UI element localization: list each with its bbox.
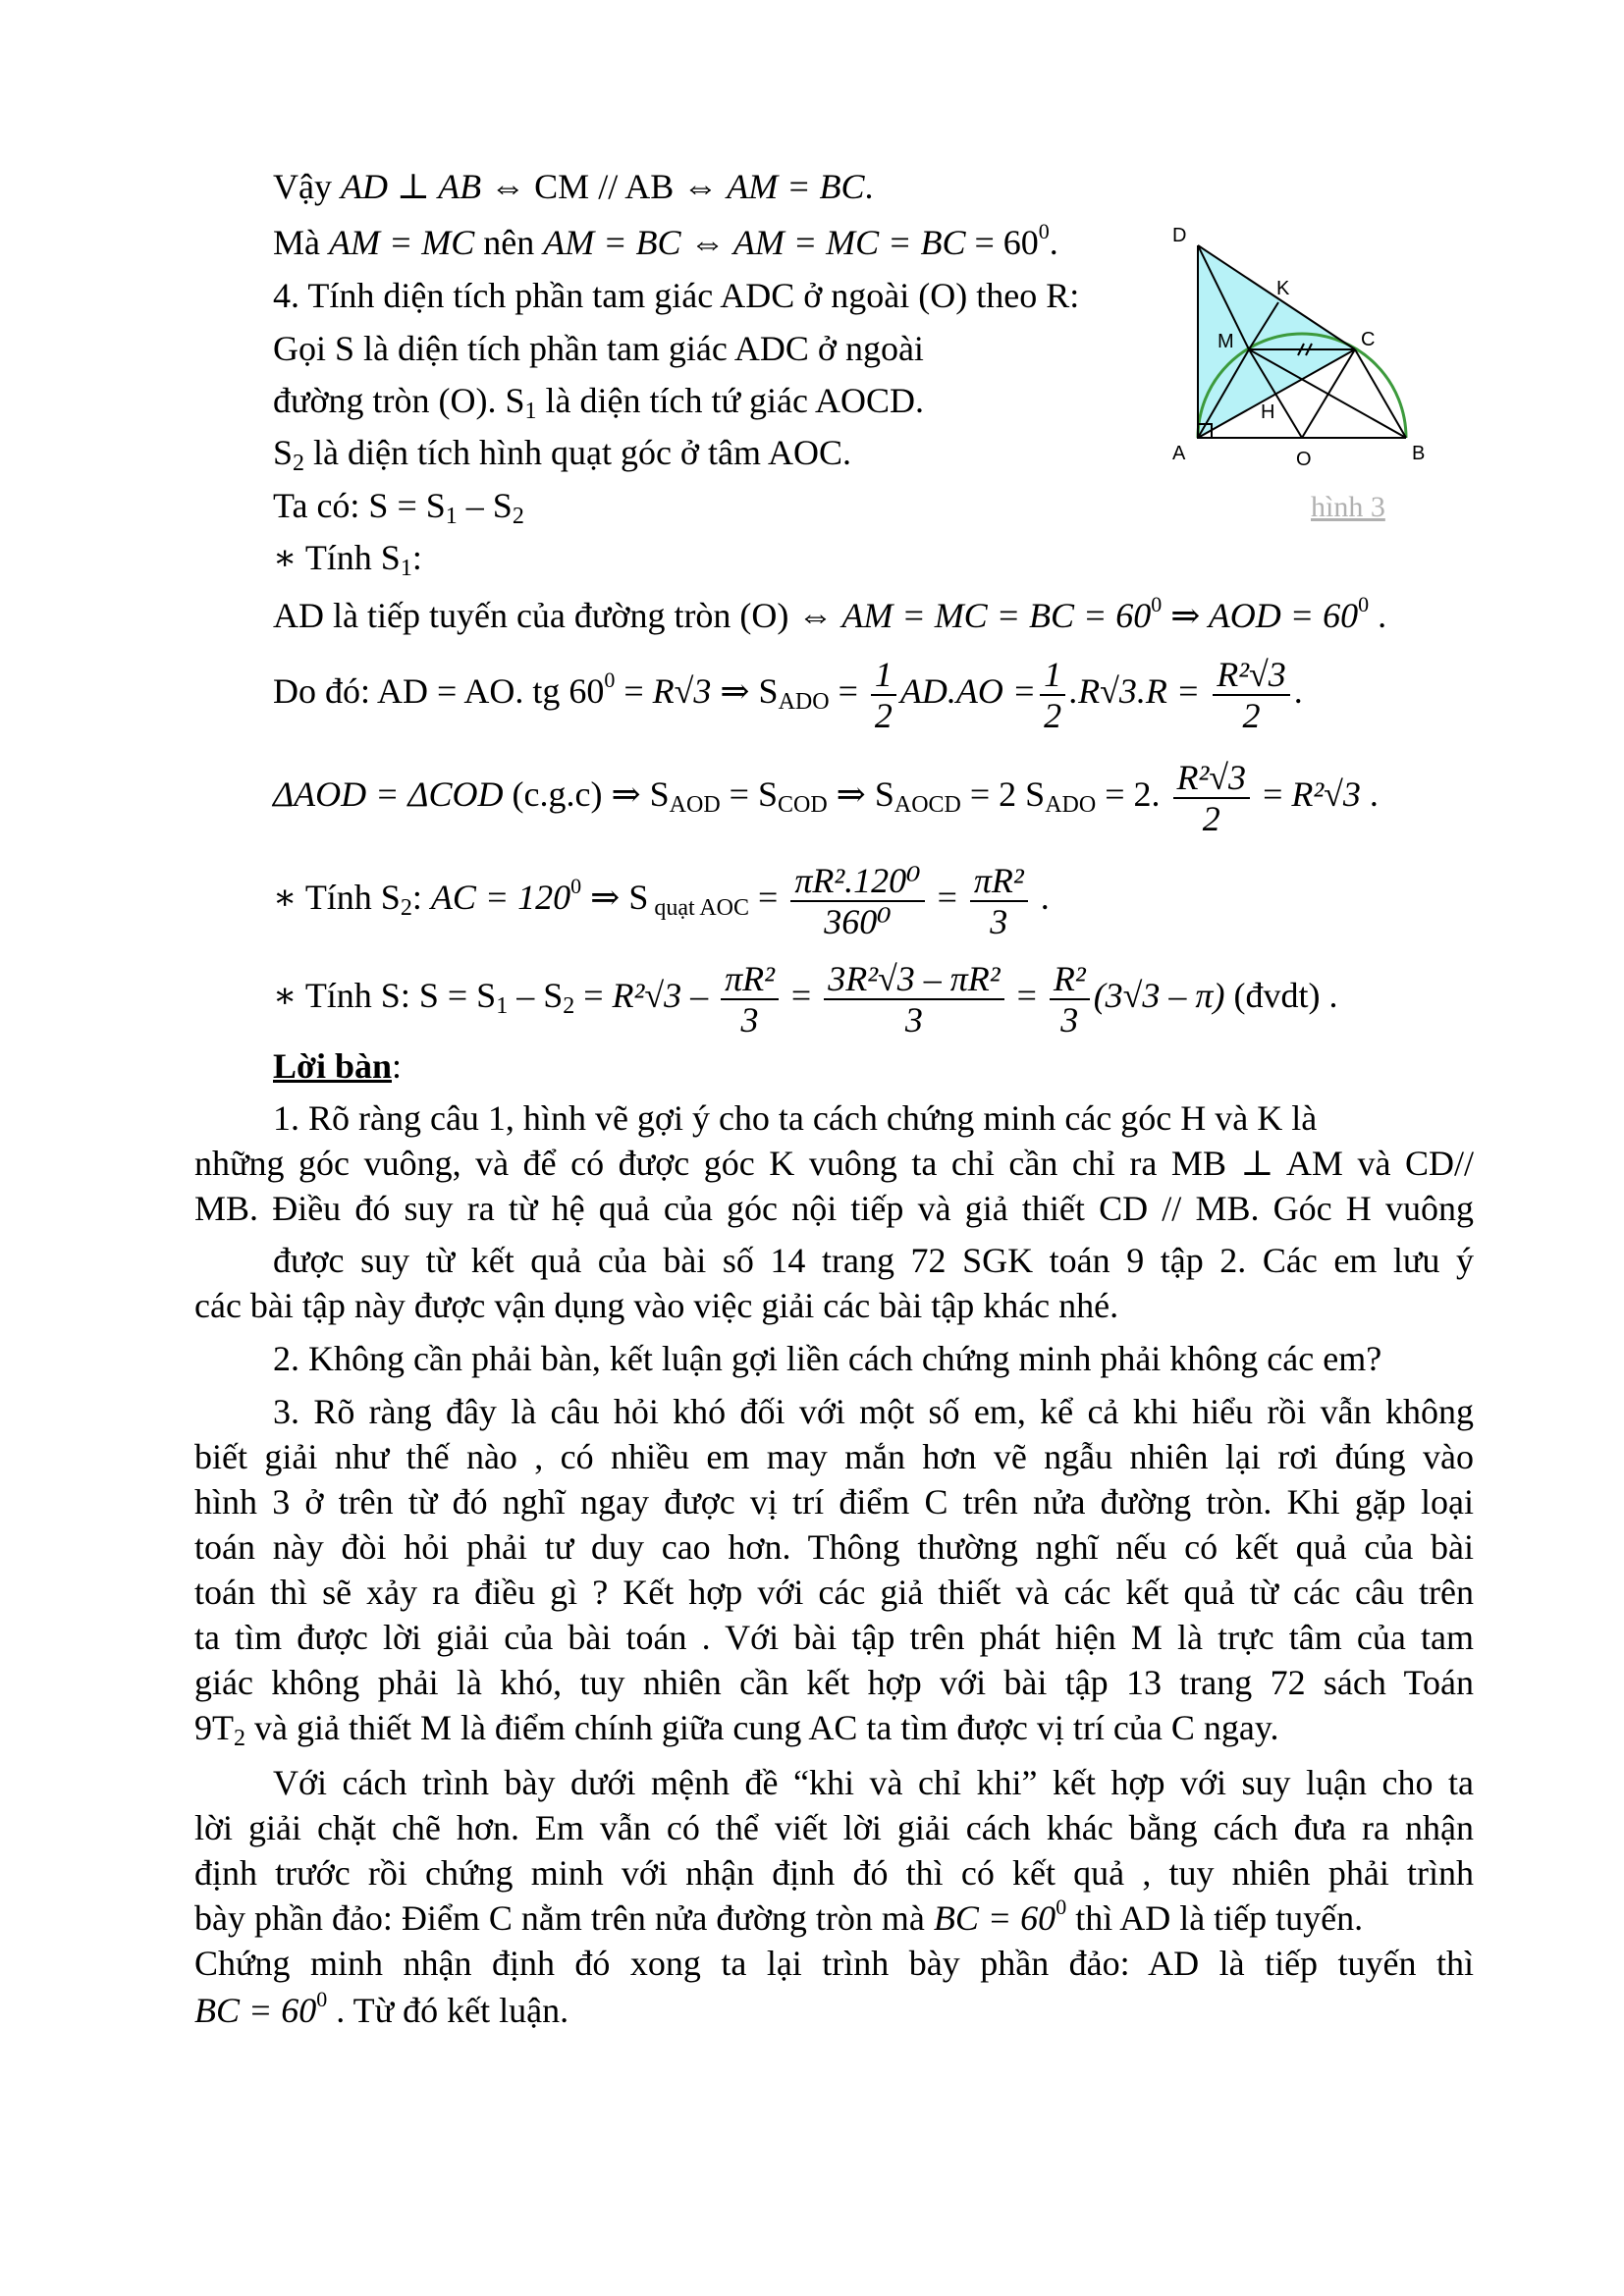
text: ⇔ CM // AB ⇔ xyxy=(481,167,728,206)
line-13 xyxy=(273,952,1337,1040)
text: nên xyxy=(474,223,544,262)
text: ⇒ S xyxy=(827,774,894,814)
point-o: O xyxy=(1296,449,1312,469)
math: ΔAOD = ΔCOD xyxy=(273,774,504,814)
text: = xyxy=(928,878,966,917)
math: AM = MC = BC = 60 xyxy=(841,596,1152,635)
math: AD ⊥ AB xyxy=(340,167,482,206)
text: ∗ Tính S xyxy=(273,538,401,577)
sup: 0 xyxy=(1056,1895,1067,1919)
sup: 0 xyxy=(570,874,582,898)
p1-line-2: những góc vuông, và để có được góc K vuông ta chỉ cần chỉ ra MB ⊥ AM và CD// xyxy=(194,1144,1474,1183)
point-c: C xyxy=(1361,329,1376,350)
fraction: $\frac{1}{2}$ xyxy=(871,655,896,735)
math: AD.AO = xyxy=(899,671,1037,711)
text: Do đó: AD = AO. tg 60 xyxy=(273,671,605,711)
sub: quạt AOC xyxy=(648,895,750,921)
line-7 xyxy=(273,484,524,527)
math: AM = MC xyxy=(329,223,475,262)
heading-text: Lời bàn xyxy=(273,1046,392,1086)
math: BC = 60 xyxy=(194,1991,317,2030)
math: ⇒ AOD = 60 xyxy=(1162,596,1359,635)
line-4: Gọi S là diện tích phần tam giác ADC ở ngoài xyxy=(273,329,924,368)
line-5 xyxy=(273,379,924,422)
point-h: H xyxy=(1261,401,1275,423)
p4-line-5: Chứng minh nhận định đó xong ta lại trình bày phần đảo: AD là tiếp tuyến thì xyxy=(194,1944,1474,1983)
text: . xyxy=(1360,774,1379,814)
text: 9T xyxy=(194,1708,234,1747)
line-1 xyxy=(273,165,874,208)
text: = xyxy=(615,671,653,711)
text: và giả thiết M là điểm chính giữa cung AC ta tìm được vị trí của C ngay. xyxy=(245,1708,1279,1747)
p3-line-2: biết giải như thế nào , có nhiều em may mắn hơn vẽ ngẫu nhiên lại rơi đúng vào xyxy=(194,1437,1474,1476)
math: .R√3.R = xyxy=(1069,671,1201,711)
text: = S xyxy=(720,774,778,814)
p4-line-4 xyxy=(194,1896,1363,1940)
text: (đvdt) . xyxy=(1224,976,1338,1015)
line-10 xyxy=(273,648,1303,735)
p3-line-8 xyxy=(194,1706,1279,1749)
fraction: $\frac{\text{πR²}}{3}$ xyxy=(970,861,1028,941)
sub: COD xyxy=(778,792,828,818)
text: = xyxy=(782,976,821,1015)
p4-line-3: định trước rồi chứng minh với nhận định đó thì có kết quả , tuy nhiên phải trình xyxy=(194,1853,1474,1893)
sub: 2 xyxy=(563,993,575,1019)
text: là diện tích hình quạt góc ở tâm AOC. xyxy=(304,433,851,472)
p3-line-5: toán thì sẽ xảy ra điều gì ? Kết hợp với các giả thiết và các kết quả từ các câu trên xyxy=(194,1573,1474,1612)
text: . xyxy=(864,167,874,206)
sub: 1 xyxy=(400,556,412,581)
text: = xyxy=(749,878,787,917)
text: (c.g.c) ⇒ S xyxy=(503,774,670,814)
math: R²√3 xyxy=(1291,774,1361,814)
sub: ADO xyxy=(778,689,830,715)
text: = xyxy=(829,671,867,711)
text: : xyxy=(411,538,422,577)
text: . xyxy=(1293,671,1303,711)
text: . xyxy=(1369,596,1387,635)
p3-line-3: hình 3 ở trên từ đó nghĩ ngay được vị trí điểm C trên nửa đường tròn. Khi gặp loại xyxy=(194,1482,1474,1522)
line-9 xyxy=(273,594,1386,637)
point-a: A xyxy=(1172,443,1186,464)
text: ⇒ S xyxy=(711,671,779,711)
text: : xyxy=(392,1046,403,1086)
sub: AOCD xyxy=(893,792,961,818)
text: là diện tích tứ giác AOCD. xyxy=(536,381,924,420)
p2-line-1: 2. Không cần phải bàn, kết luận gợi liền cách chứng minh phải không các em? xyxy=(273,1339,1382,1378)
text: = xyxy=(574,976,613,1015)
fraction: $\frac{\text{R²√3}}{2}$ xyxy=(1213,655,1290,735)
math: BC = 60 xyxy=(933,1898,1056,1938)
p4-line-6 xyxy=(194,1989,568,2032)
text: . xyxy=(1049,223,1058,262)
text: Mà xyxy=(273,223,329,262)
p1-line-4: được suy từ kết quả của bài số 14 trang 72 SGK toán 9 tập 2. Các em lưu ý xyxy=(273,1241,1474,1280)
math: R√3 xyxy=(652,671,712,711)
p4-line-2: lời giải chặt chẽ hơn. Em vẫn có thể viết lời giải cách khác bằng cách đưa ra nhận xyxy=(194,1808,1474,1847)
text: Ta có: S = S xyxy=(273,486,446,525)
line-11 xyxy=(273,751,1379,838)
fraction: $\frac{\text{πR²}}{3}$ xyxy=(721,959,779,1040)
line-2 xyxy=(273,221,1058,264)
line-8 xyxy=(273,536,422,579)
text: S xyxy=(273,433,294,472)
text: Vậy xyxy=(273,167,341,206)
sub: 2 xyxy=(234,1726,245,1751)
point-b: B xyxy=(1412,443,1426,464)
math: R²√3 xyxy=(612,976,682,1015)
math: AC = 120 xyxy=(430,878,571,917)
text: = xyxy=(1254,774,1292,814)
sub: AOD xyxy=(669,792,721,818)
fraction: $\frac{\text{R²}}{3}$ xyxy=(1050,959,1090,1040)
text: = 2 S xyxy=(960,774,1046,814)
geometry-figure xyxy=(1159,224,1443,469)
text: đường tròn (O). S xyxy=(273,381,525,420)
sub: 1 xyxy=(445,504,458,529)
text: . Từ đó kết luận. xyxy=(327,1991,569,2030)
text: thì AD là tiếp tuyến. xyxy=(1066,1898,1364,1938)
fraction: $\frac{\text{3R²√3 – πR²}}{3}$ xyxy=(824,959,1003,1040)
math: AM = BC ⇔ AM = MC = BC xyxy=(543,223,966,262)
text: = xyxy=(1007,976,1046,1015)
sup: 0 xyxy=(1358,592,1370,616)
point-d: D xyxy=(1172,225,1187,246)
p3-line-4: toán này đòi hỏi phải tư duy cao hơn. Thông thường nghĩ nếu có kết quả của bài xyxy=(194,1527,1474,1567)
line-6 xyxy=(273,431,851,474)
point-m: M xyxy=(1218,331,1234,352)
p1-line-1: 1. Rõ ràng câu 1, hình vẽ gợi ý cho ta cách chứng minh các góc H và K là xyxy=(273,1098,1318,1138)
figure-caption: hình 3 xyxy=(1311,491,1385,523)
text: – S xyxy=(457,486,513,525)
text: – xyxy=(681,976,718,1015)
sub: 1 xyxy=(496,993,509,1019)
sup: 0 xyxy=(1038,219,1050,243)
p3-line-6: ta tìm được lời giải của bài toán . Với bài tập trên phát hiện M là trực tâm của tam xyxy=(194,1618,1474,1657)
line-3: 4. Tính diện tích phần tam giác ADC ở ngoài (O) theo R: xyxy=(273,276,1080,315)
text: ∗ Tính S: S = S xyxy=(273,976,497,1015)
math: (3√3 – π) xyxy=(1093,976,1225,1015)
sub: 2 xyxy=(293,451,305,476)
text: . xyxy=(1031,878,1050,917)
p3-line-1: 3. Rõ ràng đây là câu hỏi khó đối với một số em, kể cả khi hiểu rồi vẫn không xyxy=(273,1392,1474,1431)
math: AM = BC xyxy=(727,167,865,206)
fraction: $\frac{\text{πR².120⁰}}{\text{360⁰}}$ xyxy=(790,861,924,941)
text: : xyxy=(411,878,431,917)
sup: 0 xyxy=(316,1987,328,2011)
line-12 xyxy=(273,854,1050,941)
text: = 2. xyxy=(1096,774,1169,814)
fraction: $\frac{1}{2}$ xyxy=(1040,655,1065,735)
text: = 60 xyxy=(965,223,1039,262)
p4-line-1: Với cách trình bày dưới mệnh đề “khi và chỉ khi” kết hợp với suy luận cho ta xyxy=(273,1763,1474,1802)
section-heading xyxy=(273,1044,402,1088)
point-k: K xyxy=(1276,278,1290,299)
text: ⇒ S xyxy=(581,878,649,917)
sub: 2 xyxy=(400,895,412,921)
text: bày phần đảo: Điểm C nằm trên nửa đường tròn mà xyxy=(194,1898,934,1938)
sub: 2 xyxy=(512,504,524,529)
text: ∗ Tính S xyxy=(273,878,401,917)
sup: 0 xyxy=(604,667,616,692)
sup: 0 xyxy=(1151,592,1163,616)
p1-line-5: các bài tập này được vận dụng vào việc giải các bài tập khác nhé. xyxy=(194,1286,1119,1325)
p3-line-7: giác không phải là khó, tuy nhiên cần kết hợp với bài tập 13 trang 72 sách Toán xyxy=(194,1663,1474,1702)
p1-line-3: MB. Điều đó suy ra từ hệ quả của góc nội tiếp và giả thiết CD // MB. Góc H vuông xyxy=(194,1189,1474,1228)
fraction: $\frac{\text{R²√3}}{2}$ xyxy=(1173,758,1251,838)
text: AD là tiếp tuyến của đường tròn (O) ⇔ xyxy=(273,596,842,635)
text: – S xyxy=(508,976,564,1015)
sub: 1 xyxy=(524,399,537,424)
sub: ADO xyxy=(1045,792,1097,818)
